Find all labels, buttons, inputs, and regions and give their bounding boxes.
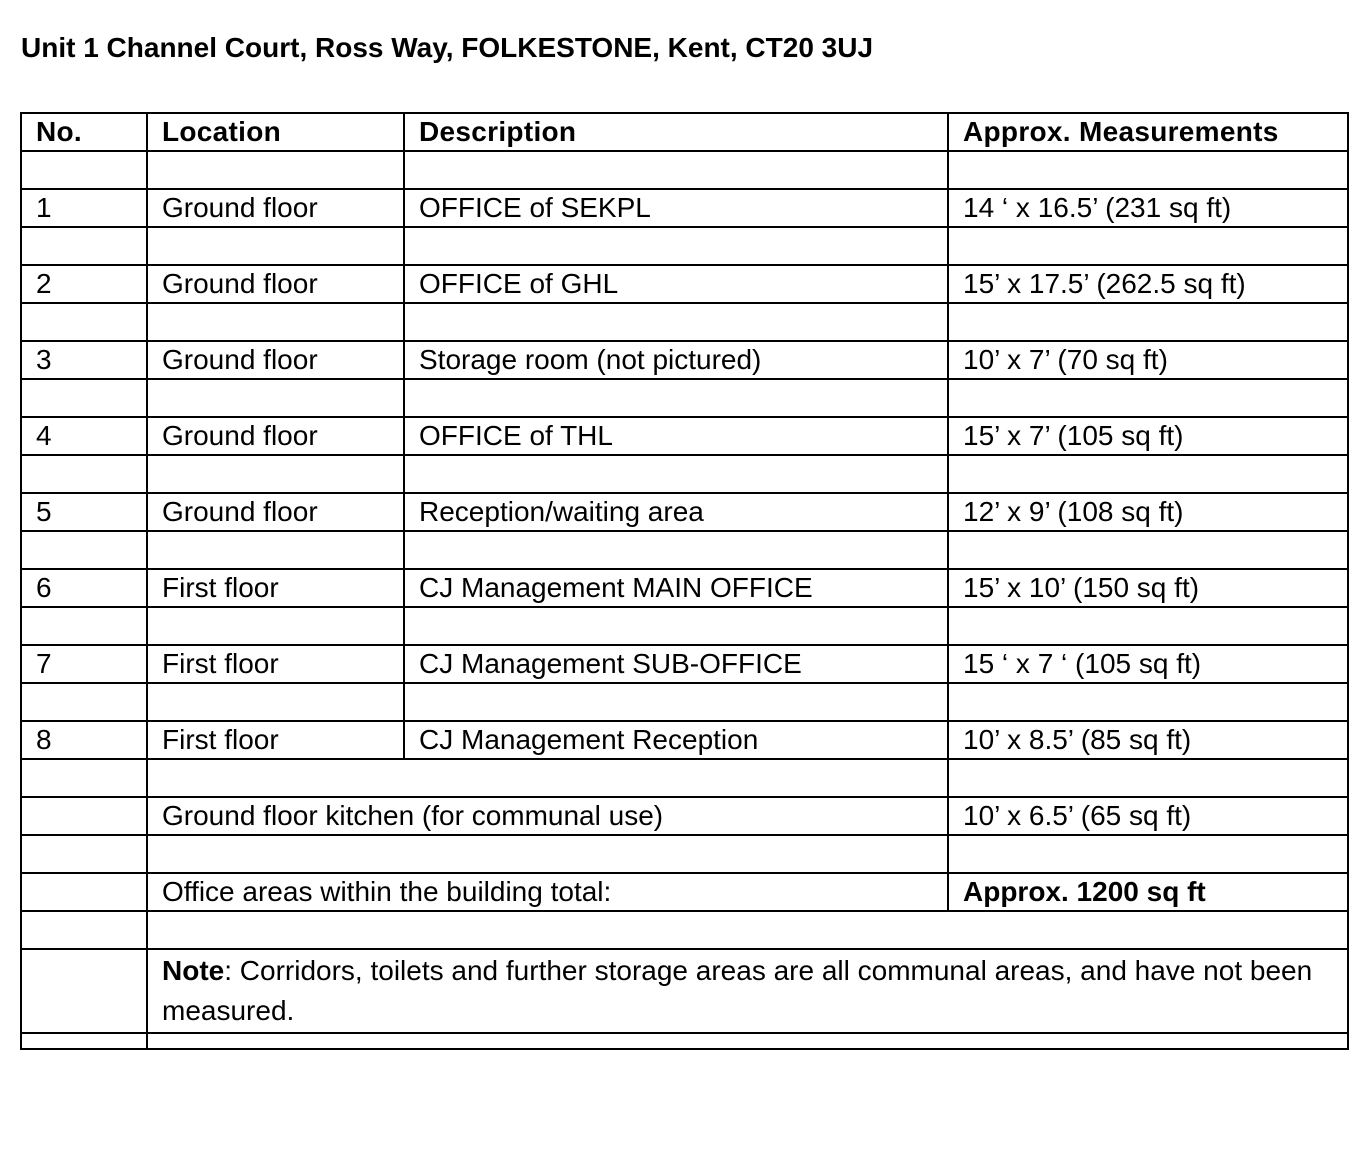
empty-cell bbox=[21, 303, 147, 341]
header-description: Description bbox=[404, 113, 948, 151]
cell-location: Ground floor bbox=[147, 341, 404, 379]
table-row bbox=[21, 493, 1348, 531]
cell-description: OFFICE of THL bbox=[404, 417, 948, 455]
footer-row bbox=[21, 1033, 1348, 1049]
header-no: No. bbox=[21, 113, 147, 151]
empty-cell bbox=[147, 531, 404, 569]
cell-location: First floor bbox=[147, 645, 404, 683]
empty-cell bbox=[21, 455, 147, 493]
empty-cell bbox=[948, 455, 1348, 493]
empty-cell bbox=[21, 683, 147, 721]
spacer-row bbox=[21, 151, 1348, 189]
empty-cell bbox=[21, 531, 147, 569]
header-measurements: Approx. Measurements bbox=[948, 113, 1348, 151]
cell-location: Ground floor bbox=[147, 265, 404, 303]
cell-no: 2 bbox=[21, 265, 147, 303]
empty-cell bbox=[404, 455, 948, 493]
cell-measurements: 15’ x 10’ (150 sq ft) bbox=[948, 569, 1348, 607]
empty-cell bbox=[147, 303, 404, 341]
empty-cell bbox=[948, 151, 1348, 189]
empty-cell bbox=[21, 835, 147, 873]
empty-cell bbox=[147, 835, 948, 873]
spacer-row bbox=[21, 911, 1348, 949]
spacer-row bbox=[21, 607, 1348, 645]
cell-location: First floor bbox=[147, 569, 404, 607]
empty-cell bbox=[21, 873, 147, 911]
cell-location: Ground floor bbox=[147, 189, 404, 227]
table-row bbox=[21, 645, 1348, 683]
cell-location: Ground floor bbox=[147, 417, 404, 455]
cell-description: CJ Management SUB-OFFICE bbox=[404, 645, 948, 683]
empty-cell bbox=[948, 607, 1348, 645]
empty-cell bbox=[404, 683, 948, 721]
empty-cell bbox=[404, 227, 948, 265]
cell-description: Storage room (not pictured) bbox=[404, 341, 948, 379]
note-row bbox=[21, 949, 1348, 1033]
empty-cell bbox=[21, 759, 147, 797]
empty-cell bbox=[147, 911, 1348, 949]
empty-cell bbox=[404, 379, 948, 417]
table-row bbox=[21, 189, 1348, 227]
empty-cell bbox=[147, 379, 404, 417]
empty-cell bbox=[404, 531, 948, 569]
table-row bbox=[21, 341, 1348, 379]
empty-cell bbox=[21, 797, 147, 835]
total-value: Approx. 1200 sq ft bbox=[948, 873, 1348, 911]
note-text: : Corridors, toilets and further storage areas are all communal areas, and have not been measured. bbox=[162, 955, 1313, 1026]
empty-cell bbox=[948, 379, 1348, 417]
cell-description: CJ Management Reception bbox=[404, 721, 948, 759]
empty-cell bbox=[147, 759, 948, 797]
empty-cell bbox=[404, 607, 948, 645]
header-location: Location bbox=[147, 113, 404, 151]
spacer-row bbox=[21, 303, 1348, 341]
cell-measurements: 12’ x 9’ (108 sq ft) bbox=[948, 493, 1348, 531]
empty-cell bbox=[948, 683, 1348, 721]
table-body bbox=[21, 113, 1348, 1049]
kitchen-row bbox=[21, 797, 1348, 835]
spacer-row bbox=[21, 531, 1348, 569]
cell-no: 1 bbox=[21, 189, 147, 227]
note-label: Note bbox=[162, 955, 225, 986]
spacer-row bbox=[21, 835, 1348, 873]
cell-no: 5 bbox=[21, 493, 147, 531]
empty-cell bbox=[147, 455, 404, 493]
cell-measurements: 15’ x 7’ (105 sq ft) bbox=[948, 417, 1348, 455]
document-title: Unit 1 Channel Court, Ross Way, FOLKESTONE, Kent, CT20 3UJ bbox=[21, 32, 874, 63]
table-row bbox=[21, 265, 1348, 303]
cell-no: 8 bbox=[21, 721, 147, 759]
empty-cell bbox=[147, 151, 404, 189]
table-row bbox=[21, 569, 1348, 607]
empty-cell bbox=[404, 303, 948, 341]
note-cell bbox=[147, 949, 1348, 1033]
cell-description: Reception/waiting area bbox=[404, 493, 948, 531]
cell-no: 3 bbox=[21, 341, 147, 379]
cell-description: CJ Management MAIN OFFICE bbox=[404, 569, 948, 607]
kitchen-label: Ground floor kitchen (for communal use) bbox=[147, 797, 948, 835]
cell-no: 4 bbox=[21, 417, 147, 455]
measurements-table bbox=[20, 112, 1349, 1050]
empty-cell bbox=[21, 949, 147, 1033]
cell-measurements: 15’ x 17.5’ (262.5 sq ft) bbox=[948, 265, 1348, 303]
empty-cell bbox=[21, 607, 147, 645]
cell-no: 6 bbox=[21, 569, 147, 607]
cell-measurements: 10’ x 8.5’ (85 sq ft) bbox=[948, 721, 1348, 759]
spacer-row bbox=[21, 455, 1348, 493]
total-row bbox=[21, 873, 1348, 911]
cell-no: 7 bbox=[21, 645, 147, 683]
empty-cell bbox=[21, 151, 147, 189]
spacer-row bbox=[21, 683, 1348, 721]
total-label: Office areas within the building total: bbox=[147, 873, 948, 911]
empty-cell bbox=[147, 227, 404, 265]
spacer-row bbox=[21, 227, 1348, 265]
spacer-row bbox=[21, 759, 1348, 797]
cell-description: OFFICE of GHL bbox=[404, 265, 948, 303]
empty-cell bbox=[147, 607, 404, 645]
empty-cell bbox=[948, 303, 1348, 341]
empty-cell bbox=[21, 379, 147, 417]
empty-cell bbox=[21, 1033, 147, 1049]
empty-cell bbox=[948, 531, 1348, 569]
empty-cell bbox=[948, 835, 1348, 873]
table-row bbox=[21, 417, 1348, 455]
empty-cell bbox=[404, 151, 948, 189]
cell-location: Ground floor bbox=[147, 493, 404, 531]
header-row bbox=[21, 113, 1348, 151]
spacer-row bbox=[21, 379, 1348, 417]
empty-cell bbox=[948, 759, 1348, 797]
empty-cell bbox=[21, 227, 147, 265]
empty-cell bbox=[21, 911, 147, 949]
cell-location: First floor bbox=[147, 721, 404, 759]
cell-measurements: 15 ‘ x 7 ‘ (105 sq ft) bbox=[948, 645, 1348, 683]
table-row bbox=[21, 721, 1348, 759]
kitchen-measurements: 10’ x 6.5’ (65 sq ft) bbox=[948, 797, 1348, 835]
empty-cell bbox=[147, 683, 404, 721]
cell-measurements: 10’ x 7’ (70 sq ft) bbox=[948, 341, 1348, 379]
cell-measurements: 14 ‘ x 16.5’ (231 sq ft) bbox=[948, 189, 1348, 227]
empty-cell bbox=[948, 227, 1348, 265]
cell-description: OFFICE of SEKPL bbox=[404, 189, 948, 227]
empty-cell bbox=[147, 1033, 1348, 1049]
